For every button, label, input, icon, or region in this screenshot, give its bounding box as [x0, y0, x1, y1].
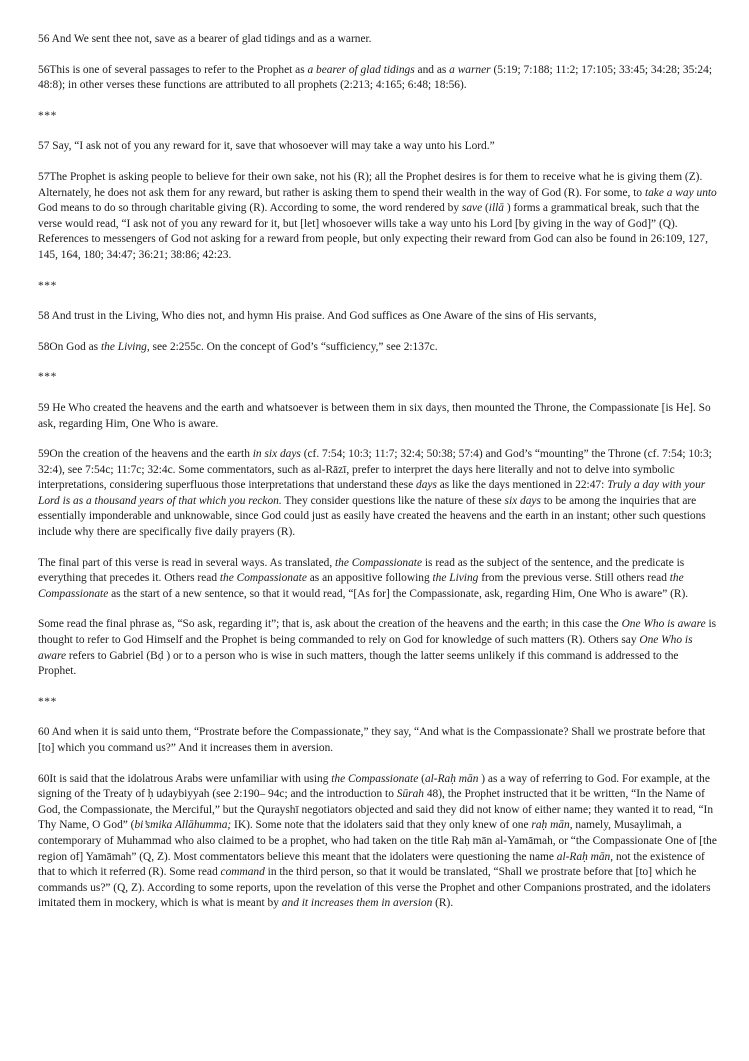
body-text: is thought to refer to God Himself and the Prophet is being commanded to rely on God for knowledge of such matters (R). Others say	[38, 618, 717, 647]
verse-58-translation	[38, 309, 719, 325]
section-divider-1: ***	[38, 109, 57, 122]
emphasis-text: Sūrah	[396, 788, 424, 801]
body-text: as an appositive following	[306, 572, 433, 585]
verse-60-translation	[38, 725, 719, 756]
body-text: The Prophet is asking people to believe for their own sake, not his (R); all the Prophet desires is for them to receive what he is giving them (Z). Alternately, he does not ask them for any reward, but rather is asking them to spend their wealth in the way of God (R). For some, to	[38, 170, 703, 199]
body-text: God means to do so through charitable giving (R). According to some, the word rendered by	[38, 202, 462, 215]
body-text: On the creation of the heavens and the earth	[49, 448, 253, 461]
page-content	[38, 32, 719, 912]
commentary-58	[38, 340, 719, 356]
body-text: namely, Musaylimah, a contemporary of Muhammad who also claimed to be a prophet, who had taken on the title Raḥ mān al-Yamāmah, or “the Compassionate One of [the region of] Yamāmah” (Q, Z). Most commentators believe this meant that the idolaters were questioning the name	[38, 819, 717, 863]
commentary-59-paragraph-2	[38, 556, 719, 603]
body-text: It is said that the idolatrous Arabs were unfamiliar with using	[49, 772, 332, 785]
verse-57-translation	[38, 139, 719, 155]
emphasis-text: a bearer of glad tidings	[307, 63, 415, 76]
emphasis-text: the Living	[432, 572, 479, 585]
commentary-56	[38, 63, 719, 94]
section-divider-3: ***	[38, 371, 57, 384]
body-text: 56	[38, 63, 50, 76]
emphasis-text: raḥ mān,	[531, 819, 573, 832]
body-text: (	[418, 772, 425, 785]
emphasis-text: save	[461, 202, 483, 215]
body-text: see 2:255c. On the concept of God’s “sufficiency,” see 2:137c.	[149, 340, 438, 353]
body-text: 60	[38, 772, 50, 785]
commentary-60	[38, 772, 719, 912]
emphasis-text: the Living,	[100, 340, 150, 353]
body-text: 58	[38, 340, 50, 353]
body-text: Some read the final phrase as, “So ask, regarding it”; that is, ask about the creation of the heavens and the earth; in this case the	[38, 618, 622, 631]
body-text: and as	[414, 63, 450, 76]
body-text: They consider questions like the nature of these	[281, 494, 505, 507]
body-text: refers to Gabriel (Bḍ ) or to a person who is wise in such matters, though the latter seems unlikely if this command is addressed to the Prophet.	[38, 649, 679, 678]
body-text: (	[482, 202, 489, 215]
emphasis-text: command	[220, 866, 265, 879]
body-text: IK). Some note that the idolaters said that they only knew of one	[231, 819, 532, 832]
body-text: The final part of this verse is read in several ways. As translated,	[38, 556, 336, 569]
body-text: 59	[38, 448, 50, 461]
emphasis-text: One Who is aware	[38, 634, 693, 662]
body-text: in the third person, so that it would be translated, “Shall we prostrate before that [to] which he commands us?” (Q, Z). According to some reports, upon the revelation of this verse the Prophet and other Companions prostrated, and the idolaters imitated them in mockery, which is what is meant by	[38, 866, 711, 910]
body-text: 57 Say, “I ask not of you any reward for it, save that whosoever will may take a way unto his Lord.”	[38, 140, 495, 153]
body-text: 57	[38, 170, 50, 183]
verse-56-translation	[38, 32, 719, 48]
body-text: to be among the inquiries that are essentially imponderable and unknowable, since God could just as easily have created the heavens and the earth in an instant; other such questions include why there are specifically five daily prayers (R).	[38, 494, 706, 539]
body-text: not the existence of that to which it referred (R). Some read	[38, 850, 705, 879]
body-text: as the start of a new sentence, so that it would read, “[As for] the Compassionate, ask, regarding Him, One Who is aware” (R).	[108, 587, 689, 600]
commentary-59-paragraph-3	[38, 617, 719, 679]
emphasis-text: Truly a day with your Lord is as a thousand years of that which you reckon.	[38, 479, 706, 507]
body-text: On God as	[49, 340, 101, 353]
body-text: 58 And trust in the Living, Who dies not, and hymn His praise. And God suffices as One Aware of the sins of His servants,	[38, 310, 597, 323]
body-text: ) as a way of referring to God. For example, at the signing of the Treaty of ḥ udaybiyyah (see 2:190– 94c; and the introduction to	[38, 772, 710, 801]
emphasis-text: the Compassionate	[38, 572, 684, 600]
emphasis-text: six days	[504, 494, 541, 507]
body-text: is read as the subject of the sentence, and the predicate is everything that precedes it. Others read	[38, 556, 685, 585]
emphasis-text: One Who is aware	[621, 618, 706, 631]
section-divider-2: ***	[38, 279, 57, 292]
body-text: (R).	[432, 897, 454, 910]
body-text: 60 And when it is said unto them, “Prostrate before the Compassionate,” they say, “And what is the Compassionate? Shall we prostrate before that [to] which you command us?” And it increases them in aversion.	[38, 726, 706, 754]
body-text: This is one of several passages to refer to the Prophet as	[49, 63, 308, 76]
section-divider-4: ***	[38, 695, 57, 708]
emphasis-text: al-Raḥ mān	[424, 772, 479, 785]
emphasis-text: a warner	[449, 63, 491, 76]
emphasis-text: and it increases them in aversion	[281, 897, 433, 910]
emphasis-text: take a way unto	[644, 186, 717, 199]
emphasis-text: in six days	[252, 448, 301, 461]
emphasis-text: bi’smika Allāhumma;	[134, 819, 232, 832]
commentary-59	[38, 447, 719, 541]
emphasis-text: the Compassionate	[219, 572, 307, 585]
emphasis-text: illā	[488, 202, 504, 215]
emphasis-text: the Compassionate	[335, 556, 423, 569]
body-text: 48), the Prophet instructed that it be written, “In the Name of God, the Compassionate, the Merciful,” but the Qurayshī negotiators objected and said they did not know of either name; they wanted it to read, “In Thy Name, O God” (	[38, 788, 714, 832]
body-text: ) forms a grammatical break, such that the verse would read, “I ask not of you any reward for it, but [let] whosoever wills take a way unto his Lord [by giving in the way of God]” (Q). References to messengers of God not asking for a reward from people, but only expecting their reward from God can also be found in 26:109, 127, 145, 164, 180; 34:47; 36:21; 38:86; 42:23.	[38, 202, 708, 261]
body-text: 59 He Who created the heavens and the earth and whatsoever is between them in six days, then mounted the Throne, the Compassionate [is He]. So ask, regarding Him, One Who is aware.	[38, 401, 711, 430]
verse-59-translation	[38, 401, 719, 432]
body-text: from the previous verse. Still others read	[478, 572, 670, 585]
body-text: 56 And We sent thee not, save as a bearer of glad tidings and as a warner.	[38, 33, 372, 45]
emphasis-text: the Compassionate	[331, 772, 419, 785]
emphasis-text: al-Raḥ mān,	[556, 850, 614, 863]
body-text: (cf. 7:54; 10:3; 11:7; 32:4; 50:38; 57:4) and God’s “mounting” the Throne (cf. 7:54; 10:3; 32:4), see 7:54c; 11:7c; 32:4c. Some commentators, such as al-Rāzī, prefer to interpret the days here literally and not to delve into symbolic interpretations, considering superfluous those interpretations that understand these	[38, 448, 712, 492]
commentary-57	[38, 170, 719, 264]
emphasis-text: days	[416, 479, 437, 492]
body-text: (5:19; 7:188; 11:2; 17:105; 33:45; 34:28; 35:24; 48:8); in other verses these functions are attributed to all prophets (2:213; 4:165; 6:48; 18:56).	[38, 63, 712, 92]
body-text: as like the days mentioned in 22:47:	[436, 479, 608, 492]
